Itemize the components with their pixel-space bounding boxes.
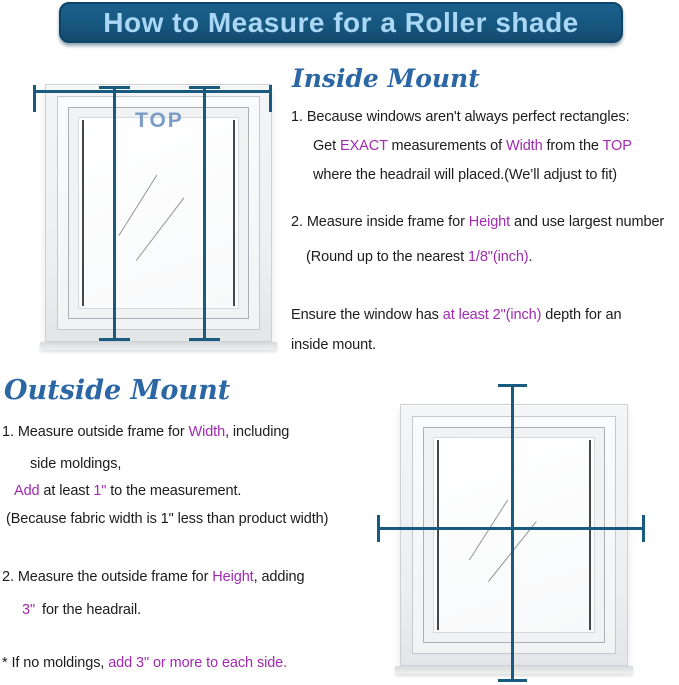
window-inner-frame — [68, 107, 249, 319]
window-mid-frame — [412, 416, 616, 654]
outside-note: * If no moldings, add 3" or more to each side. — [2, 655, 288, 671]
height-measure-cap-bottom — [498, 679, 527, 682]
width-measure-tick-right — [269, 85, 272, 112]
inside-item2-line2: (Round up to the nearest 1/8"(inch). — [306, 249, 533, 265]
inside-item1-line3: where the headrail will placed.(We’ll adjust to fit) — [313, 167, 618, 183]
top-label: TOP — [135, 109, 184, 132]
width-measure-line — [33, 90, 272, 93]
window-sill — [40, 342, 277, 350]
vertical-measure-cap-top-left — [99, 86, 130, 89]
vertical-measure-cap-bottom-right — [189, 338, 220, 341]
outside-item1-line3: Add at least 1" to the measurement. — [14, 483, 242, 499]
window-glass — [433, 437, 595, 633]
window-sill — [395, 666, 633, 674]
vertical-measure-cap-bottom-left — [99, 338, 130, 341]
outside-item2-line1: 2. Measure the outside frame for Height, adding — [2, 569, 305, 585]
width-measure-tick-left — [377, 515, 380, 542]
inside-item2-line1: 2. Measure inside frame for Height and use largest number — [291, 214, 665, 230]
title-banner — [59, 2, 623, 43]
window-glass — [78, 117, 239, 309]
outside-mount-heading: Outside Mount — [4, 375, 231, 406]
page-title: How to Measure for a Roller shade — [103, 6, 579, 38]
height-measure-cap-top — [498, 384, 527, 387]
inside-item1-line2: Get EXACT measurements of Width from the TOP — [313, 138, 632, 154]
inside-ensure-line1: Ensure the window has at least 2"(inch) depth for an — [291, 307, 622, 323]
vertical-measure-cap-top-right — [189, 86, 220, 89]
window-outer-frame — [400, 404, 628, 666]
outside-item2-line2: 3" for the headrail. — [22, 602, 142, 618]
vertical-measure-line-left — [113, 87, 116, 341]
width-measure-tick-left — [33, 85, 36, 112]
inside-mount-heading: Inside Mount — [292, 64, 480, 93]
height-measure-line — [511, 386, 514, 681]
outside-item1-line2: side moldings, — [30, 456, 122, 472]
vertical-measure-line-right — [203, 87, 206, 341]
inside-item1-line1: 1. Because windows aren't always perfect rectangles: — [291, 109, 630, 125]
glass-reflection-lines — [79, 118, 238, 308]
window-inner-frame — [423, 427, 605, 643]
width-measure-tick-right — [642, 515, 645, 542]
width-measure-line — [378, 527, 645, 530]
outside-item1-line1: 1. Measure outside frame for Width, including — [2, 424, 290, 440]
inside-ensure-line2: inside mount. — [291, 337, 376, 353]
glass-reflection-lines — [434, 438, 594, 632]
outside-item1-line4: (Because fabric width is 1" less than product width) — [6, 511, 329, 527]
